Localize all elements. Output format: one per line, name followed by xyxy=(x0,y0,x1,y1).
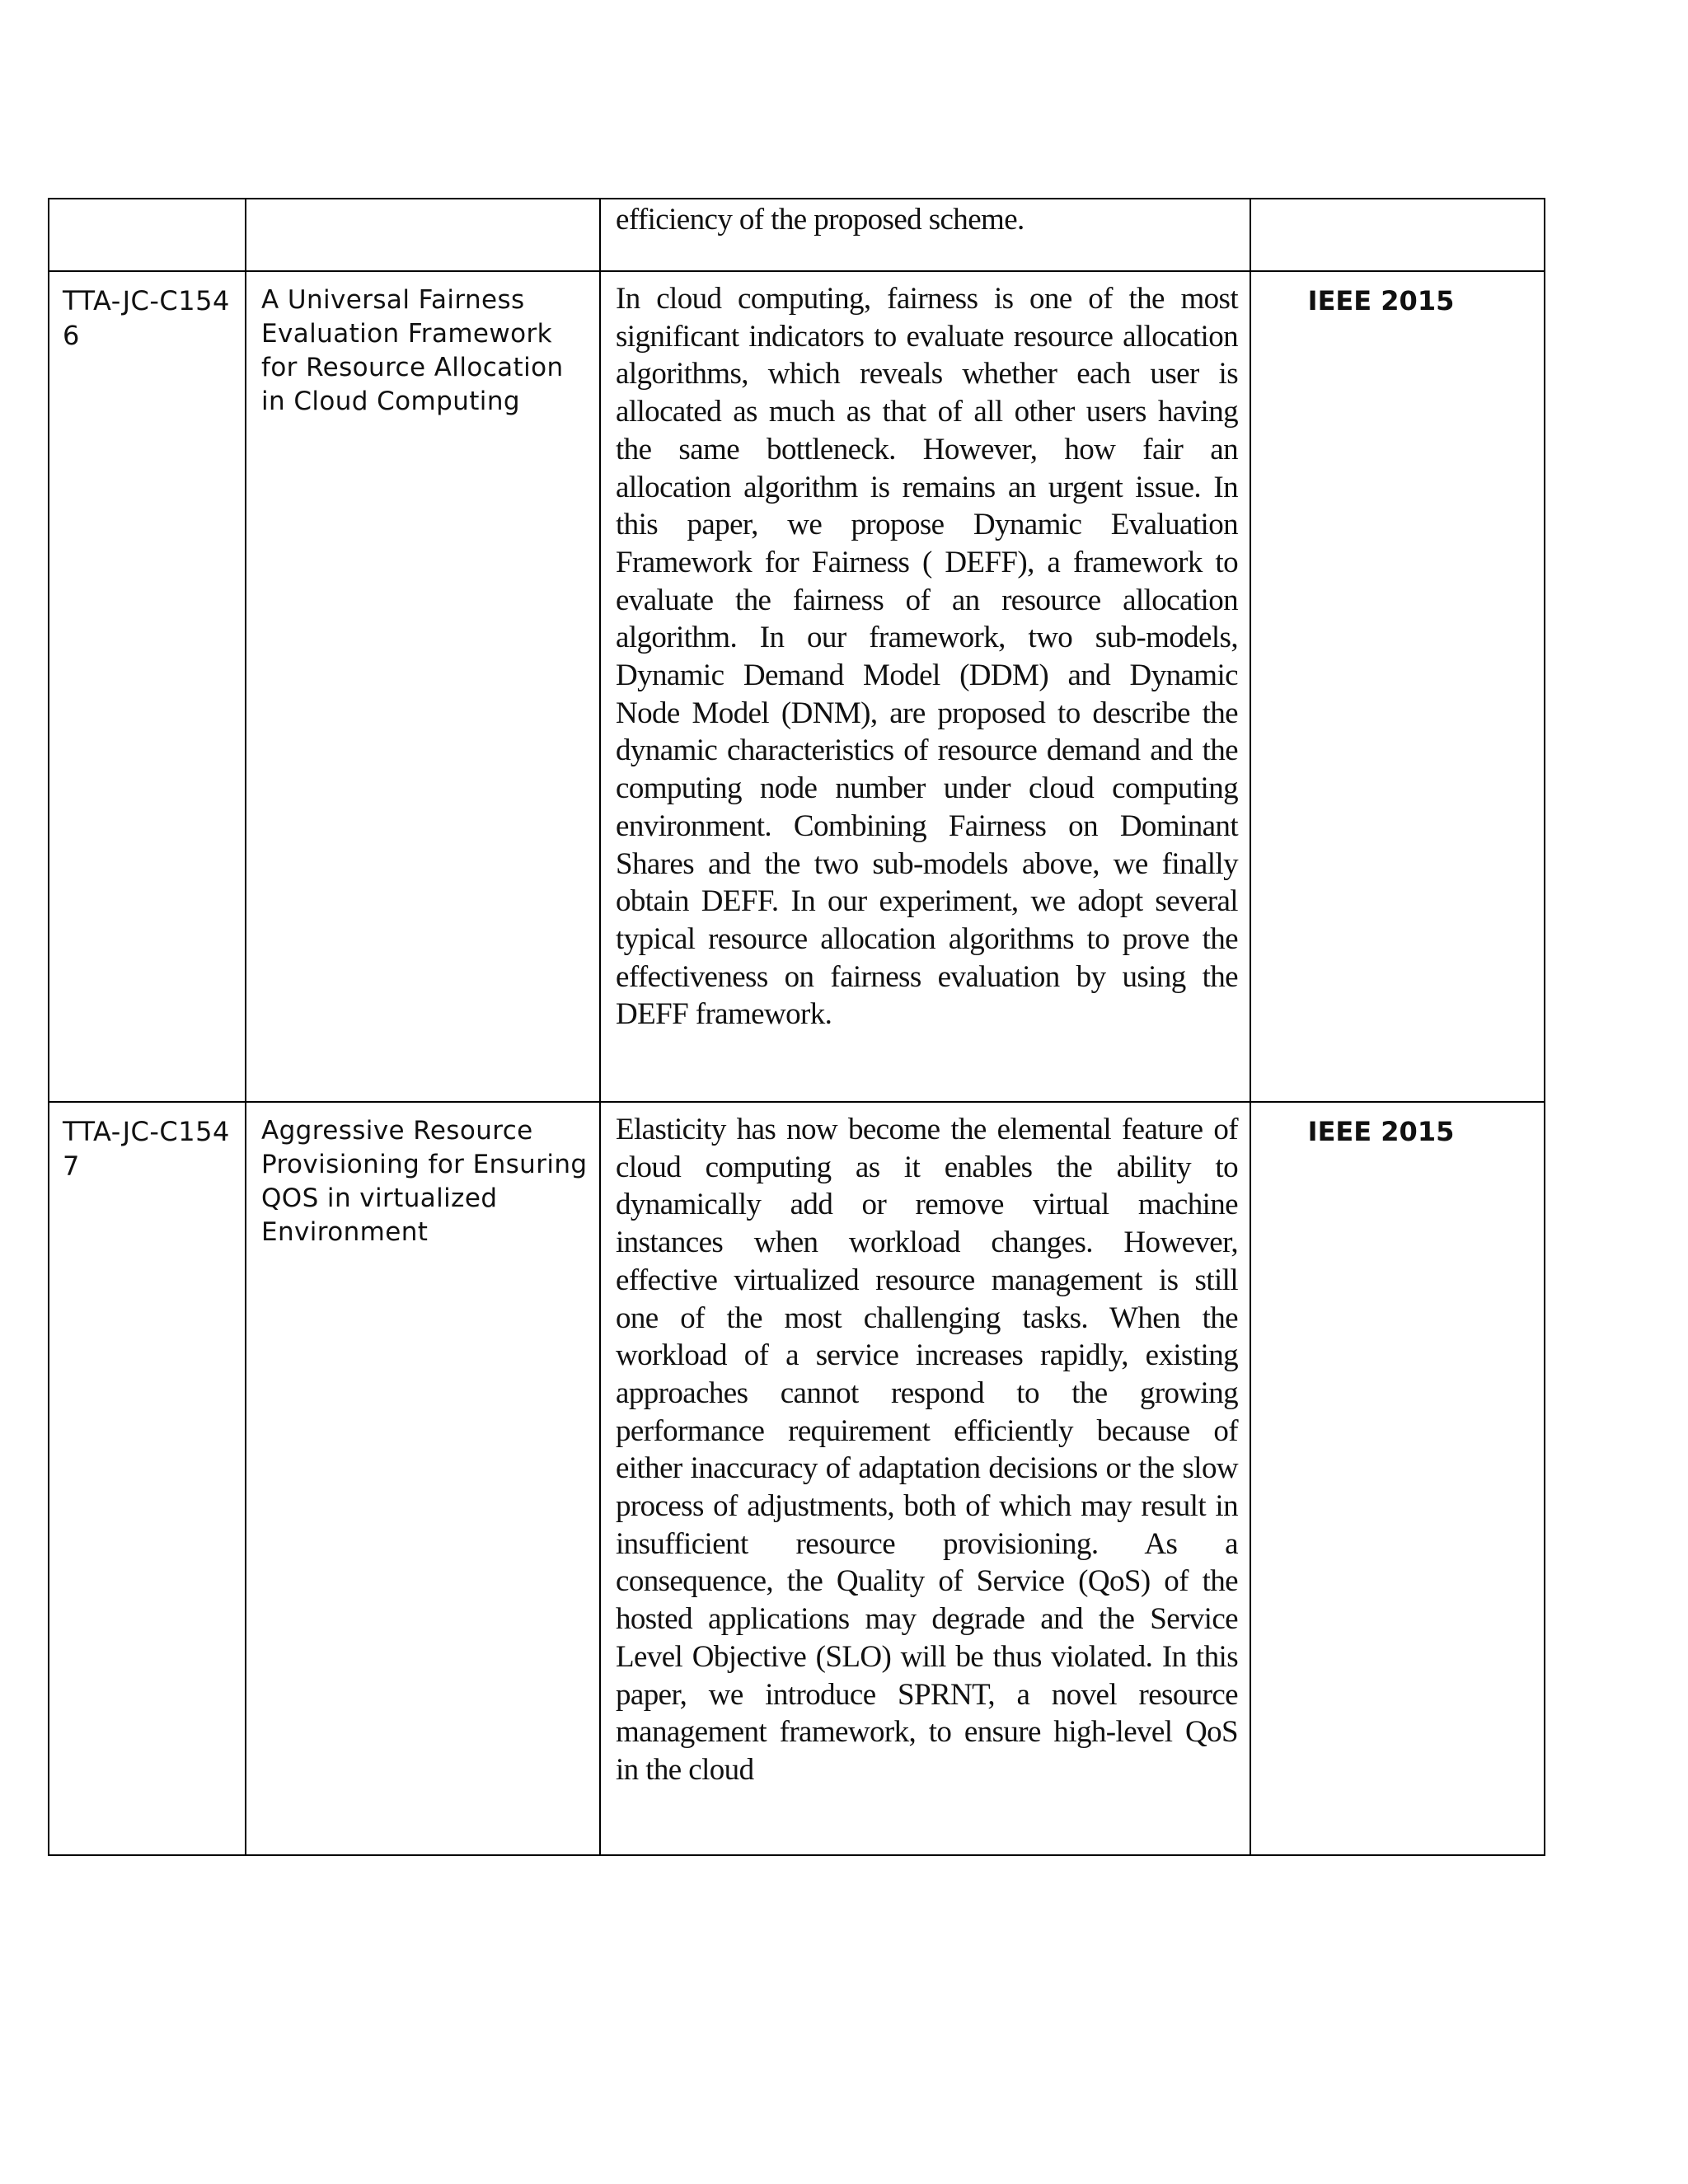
table-row xyxy=(49,1102,1545,1855)
table-row xyxy=(49,271,1545,1102)
year-cell xyxy=(1250,199,1545,271)
project-abstract: efficiency of the proposed scheme. xyxy=(616,203,1025,237)
year-cell xyxy=(1250,1102,1545,1855)
abstract-cell xyxy=(600,199,1250,271)
project-abstract: Elasticity has now become the elemental feature of cloud computing as it enables the ability to dynamically add or remove virtual machine instances when workload changes. However, effective virtualized resource management is still one of the most challenging tasks. When the workload of a service increases rapidly, existing approaches cannot respond to the growing performance requirement efficiently because of either inaccuracy of adaptation decisions or the slow process of adjustments, both of which may result in insufficient resource provisioning. As a consequence, the Quality of Service (QoS) of the hosted applications may degrade and the Service Level Objective (SLO) will be thus violated. In this paper, we introduce SPRNT, a novel resource management framework, to ensure high-level QoS in the cloud xyxy=(616,1113,1238,1787)
abstract-cell xyxy=(600,271,1250,1102)
abstract-cell xyxy=(600,1102,1250,1855)
project-title xyxy=(246,199,599,211)
project-year: IEEE 2015 xyxy=(1307,285,1455,316)
project-year: IEEE 2015 xyxy=(1307,1116,1455,1147)
project-code xyxy=(49,199,245,211)
code-cell xyxy=(49,1102,246,1855)
code-cell xyxy=(49,199,246,271)
code-cell xyxy=(49,271,246,1102)
project-code: TTA-JC-C1547 xyxy=(63,1116,230,1182)
year-cell xyxy=(1250,271,1545,1102)
project-code: TTA-JC-C1546 xyxy=(63,285,230,351)
title-cell xyxy=(246,199,600,271)
project-title: A Universal Fairness Evaluation Framework for Resource Allocation in Cloud Computing xyxy=(261,285,564,416)
project-abstract: In cloud computing, fairness is one of the most significant indicators to evaluate resource allocation algorithms, which reveals whether each user is allocated as much as that of all other users having the same bottleneck. However, how fair an allocation algorithm is remains an urgent issue. In this paper, we propose Dynamic Evaluation Framework for Fairness ( DEFF), a framework to evaluate the fairness of an resource allocation algorithm. In our framework, two sub-models, Dynamic Demand Model (DDM) and Dynamic Node Model (DNM), are proposed to describe the dynamic characteristics of resource demand and the computing node number under cloud computing environment. Combining Fairness on Dominant Shares and the two sub-models above, we finally obtain DEFF. In our experiment, we adopt several typical resource allocation algorithms to prove the effectiveness on fairness evaluation by using the DEFF framework. xyxy=(616,282,1238,1032)
table-row xyxy=(49,199,1545,271)
projects-table xyxy=(48,198,1545,1856)
title-cell xyxy=(246,271,600,1102)
project-title: Aggressive Resource Provisioning for Ensuring QOS in virtualized Environment xyxy=(261,1116,588,1247)
project-year xyxy=(1251,199,1544,211)
title-cell xyxy=(246,1102,600,1855)
